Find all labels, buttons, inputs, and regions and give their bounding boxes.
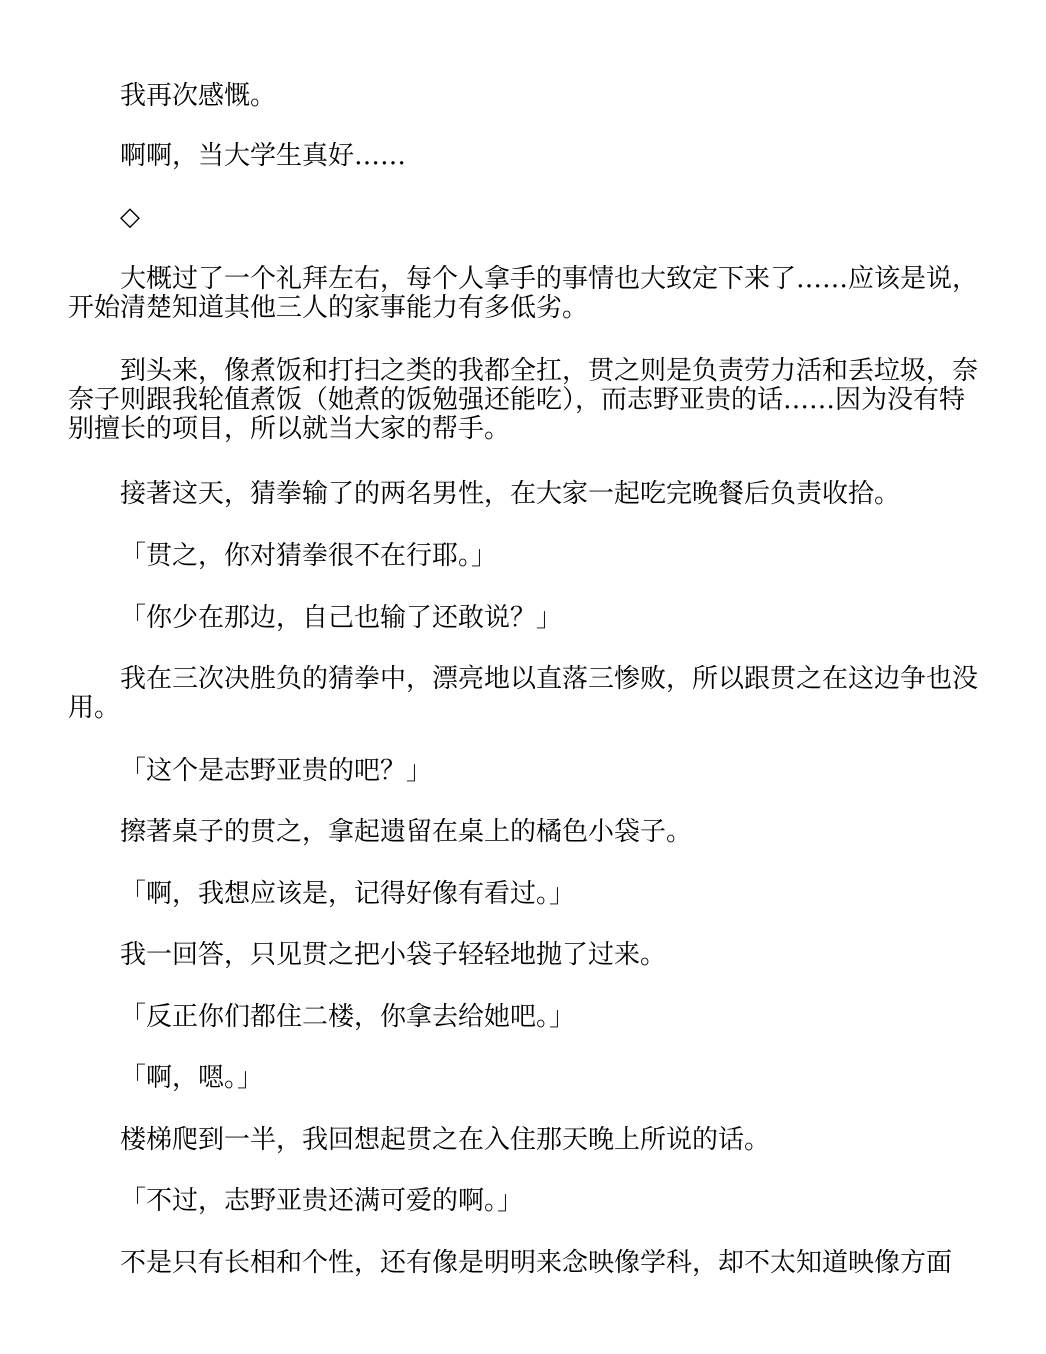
- paragraph-11: 擦著桌子的贯之，拿起遗留在桌上的橘色小袋子。: [120, 817, 693, 847]
- paragraph-6: 接著这天，猜拳输了的两名男性，在大家一起吃完晚餐后负责收拾。: [120, 479, 901, 509]
- paragraph-10: 「这个是志野亚贵的吧？」: [120, 756, 433, 786]
- paragraph-7: 「贯之，你对猜拳很不在行耶。」: [120, 541, 498, 571]
- paragraph-12: 「啊，我想应该是，记得好像有看过。」: [120, 879, 576, 909]
- paragraph-1: 我再次感慨。: [120, 81, 277, 111]
- paragraph-17: 「不过，志野亚贵还满可爱的啊。」: [120, 1186, 524, 1216]
- paragraph-13: 我一回答，只见贯之把小袋子轻轻地抛了过来。: [120, 940, 667, 970]
- paragraph-4: 大概过了一个礼拜左右，每个人拿手的事情也大致定下来了……应该是说，开始清楚知道其他三人的家事能力有多低劣。: [68, 264, 979, 323]
- paragraph-15: 「啊，嗯。」: [120, 1063, 264, 1093]
- paragraph-18: 不是只有长相和个性，还有像是明明来念映像学科，却不太知道映像方面: [120, 1248, 953, 1278]
- paragraph-9: 我在三次决胜负的猜拳中，漂亮地以直落三惨败，所以跟贯之在这边争也没用。: [68, 664, 979, 723]
- paragraph-2: 啊啊，当大学生真好……: [120, 141, 407, 171]
- paragraph-16: 楼梯爬到一半，我回想起贯之在入住那天晚上所说的话。: [120, 1125, 771, 1155]
- paragraph-3-separator: ◇: [120, 202, 140, 232]
- paragraph-14: 「反正你们都住二楼，你拿去给她吧。」: [120, 1002, 576, 1032]
- paragraph-5: 到头来，像煮饭和打扫之类的我都全扛，贯之则是负责劳力活和丢垃圾，奈奈子则跟我轮值煮饭（她煮的饭勉强还能吃），而志野亚贵的话……因为没有特别擅长的项目，所以就当大家的帮手。: [68, 356, 979, 444]
- paragraph-8: 「你少在那边，自己也输了还敢说？」: [120, 603, 563, 633]
